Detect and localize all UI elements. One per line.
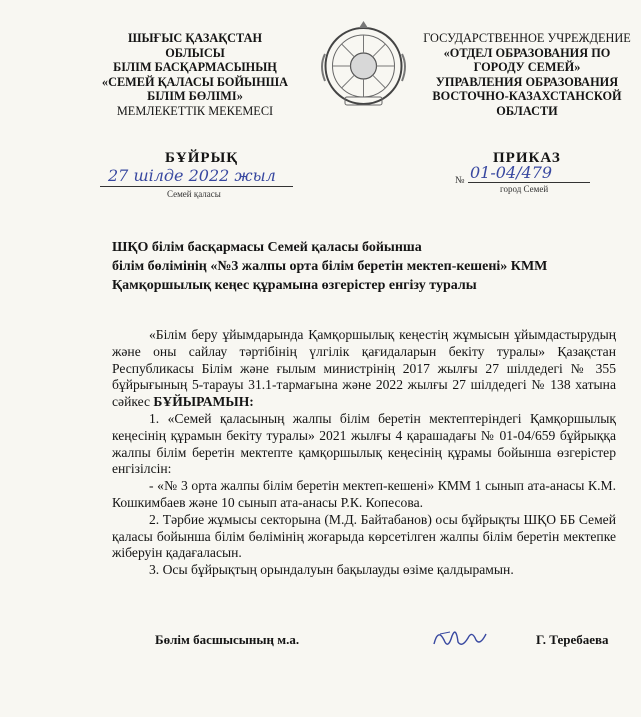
subject-line: ШҚО білім басқармасы Семей қаласы бойынша — [112, 240, 422, 255]
order-directive: БҰЙЫРАМЫН: — [153, 394, 254, 410]
order-subject — [112, 238, 582, 295]
header-left-line: ШЫҒЫС ҚАЗАҚСТАН — [127, 31, 263, 45]
header-left-line: «СЕМЕЙ ҚАЛАСЫ БОЙЫНША — [101, 74, 289, 89]
signatory-position: Бөлім басшысының м.а. — [155, 632, 300, 647]
paragraph-item-1: 1. «Семей қаласының жалпы білім беретін мектептеріндегі Қамқоршылық кеңесінің құрамын бекіту туралы» 2021 жылғы 4 қарашадағы № 01-04/659 бұйрыққа жалпы білім беретін мектепте қамқоршылық кеңесінің құрамы бойынша өзгерістер енгізілсін: — [112, 410, 616, 477]
paragraph-item-1-detail: - «№ 3 орта жалпы білім беретін мектеп-кешені» КММ 1 сынып ата-анасы К.М. Кошкимбаев және 10 сынып ата-анасы Р.К. Копесова. — [112, 478, 616, 510]
header-left-line: МЕМЛЕКЕТТІК МЕКЕМЕСІ — [116, 103, 274, 118]
order-title-kz: БҰЙРЫҚ — [165, 150, 239, 166]
date-underline — [100, 186, 293, 187]
header-right-line: «ОТДЕЛ ОБРАЗОВАНИЯ ПО — [443, 45, 611, 60]
paragraph-preamble — [112, 327, 616, 411]
order-title-ru: ПРИКАЗ — [493, 150, 561, 166]
header-right — [412, 31, 641, 118]
subject-line: білім бөлімінің «№3 жалпы орта білім беретін мектеп-кешені» КММ — [112, 259, 548, 274]
order-date-handwritten: 27 шілде 2022 жыл — [108, 166, 276, 185]
order-number-prefix: № — [455, 175, 465, 186]
header-right-line: УПРАВЛЕНИЯ ОБРАЗОВАНИЯ — [435, 74, 619, 89]
state-emblem-icon — [317, 19, 410, 109]
handwritten-signature — [428, 622, 490, 656]
header-left-line: БІЛІМ БАСҚАРМАСЫНЫҢ — [113, 60, 277, 74]
header-right-line: ОБЛАСТИ — [496, 103, 558, 118]
header-left — [92, 31, 298, 118]
signatory-name: Г. Теребаева — [536, 632, 609, 647]
city-kz: Семей қаласы — [167, 189, 221, 199]
city-ru: город Семей — [500, 184, 549, 194]
header-right-line: ВОСТОЧНО-КАЗАХСТАНСКОЙ — [432, 89, 622, 103]
number-underline — [468, 182, 590, 183]
preamble-text: «Білім беру ұйымдарында Қамқоршылық кеңестің жұмысын ұйымдастырудың және оны сайлау тәртібінің үлгілік қағидаларын бекіту туралы» Қазақстан Республикасы Білім және ғылым министрінің 2017 жылғы 27 шілдедегі № 355 бұйрығының 5-тарауы 31.1-тармағына және 2022 жылғы 27 шілдедегі № 138 хатына сәйкес — [112, 327, 616, 410]
header-right-line: ГОСУДАРСТВЕННОЕ УЧРЕЖДЕНИЕ — [423, 31, 631, 45]
paragraph-item-3: 3. Осы бұйрықтың орындалуын бақылауды өзіме қалдырамын. — [149, 562, 514, 578]
order-body — [112, 327, 616, 579]
subject-line: Қамқоршылық кеңес құрамына өзгерістер енгізу туралы — [112, 278, 477, 293]
header-left-line: БІЛІМ БӨЛІМІ» — [147, 89, 243, 103]
paragraph-item-2: 2. Тәрбие жұмысы секторына (М.Д. Байтабанов) осы бұйрықты ШҚО ББ Семей қаласы бойынша білім бөлімінің жоғарыда көрсетілген жалпы білім беретін мектепке жіберуін қадағаласын. — [112, 511, 616, 561]
header-left-line: ОБЛЫСЫ — [165, 45, 225, 60]
order-number-handwritten: 01-04/479 — [470, 163, 553, 182]
header-right-line: ГОРОДУ СЕМЕЙ» — [473, 60, 581, 74]
